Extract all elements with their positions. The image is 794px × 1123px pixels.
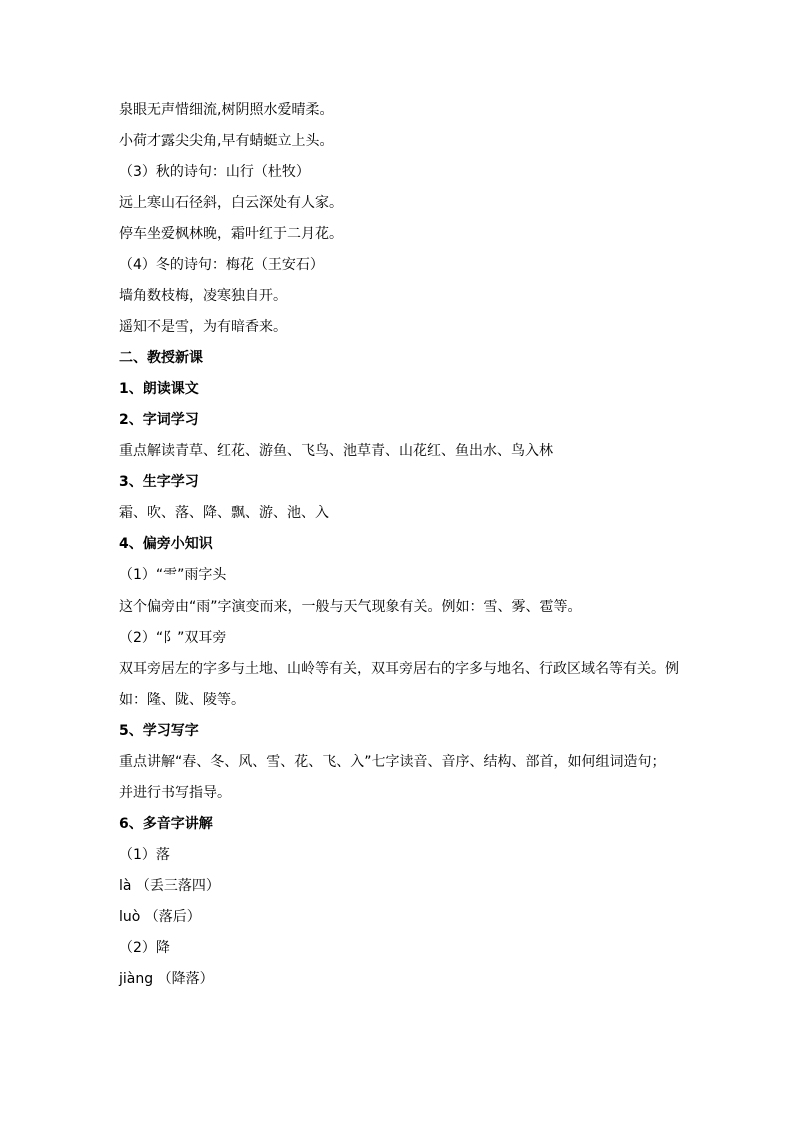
subsection-heading: 4、偏旁小知识 [119, 536, 213, 552]
list-item-heading: （1）“⻗”雨字头 [119, 567, 227, 583]
document-body [119, 100, 679, 1000]
paragraph: 重点讲解“春、冬、风、雪、花、飞、入”七字读音、音序、结构、部首，如何组词造句； [119, 754, 666, 770]
paragraph: 这个偏旁由“雨”字演变而来，一般与天气现象有关。例如：雪、雾、雹等。 [119, 599, 582, 615]
list-item-heading: （2）“阝”双耳旁 [119, 630, 227, 646]
poem-heading: （4）冬的诗句：梅花（王安石） [119, 257, 324, 273]
poem-line: 墙角数枝梅，凌寒独自开。 [119, 288, 287, 304]
pronunciation-line: là （丢三落四） [119, 878, 220, 894]
list-item-heading: （2）降 [119, 940, 170, 956]
subsection-heading: 3、生字学习 [119, 474, 199, 490]
poem-line: 泉眼无声惜细流,树阴照水爱晴柔。 [119, 102, 334, 118]
section-heading: 二、教授新课 [119, 350, 203, 366]
subsection-heading: 2、字词学习 [119, 412, 199, 428]
paragraph: 重点解读青草、红花、游鱼、飞鸟、池草青、山花红、鱼出水、鸟入林 [119, 443, 553, 459]
poem-line: 停车坐爱枫林晚，霜叶红于二月花。 [119, 226, 343, 242]
poem-line: 远上寒山石径斜，白云深处有人家。 [119, 195, 343, 211]
pronunciation-line: luò （落后） [119, 909, 201, 925]
pronunciation-line: jiàng （降落） [119, 971, 214, 987]
subsection-heading: 6、多音字讲解 [119, 816, 213, 832]
subsection-heading: 1、朗读课文 [119, 381, 199, 397]
poem-heading: （3）秋的诗句：山行（杜牧） [119, 164, 310, 180]
paragraph: 双耳旁居左的字多与土地、山岭等有关，双耳旁居右的字多与地名、行政区域名等有关。例 [119, 661, 679, 677]
paragraph: 并进行书写指导。 [119, 785, 231, 801]
paragraph: 霜、吹、落、降、飘、游、池、入 [119, 505, 329, 521]
paragraph: 如：隆、陇、陵等。 [119, 692, 245, 708]
poem-line: 小荷才露尖尖角,早有蜻蜓立上头。 [119, 133, 334, 149]
poem-line: 遥知不是雪，为有暗香来。 [119, 319, 287, 335]
subsection-heading: 5、学习写字 [119, 723, 199, 739]
list-item-heading: （1）落 [119, 847, 170, 863]
